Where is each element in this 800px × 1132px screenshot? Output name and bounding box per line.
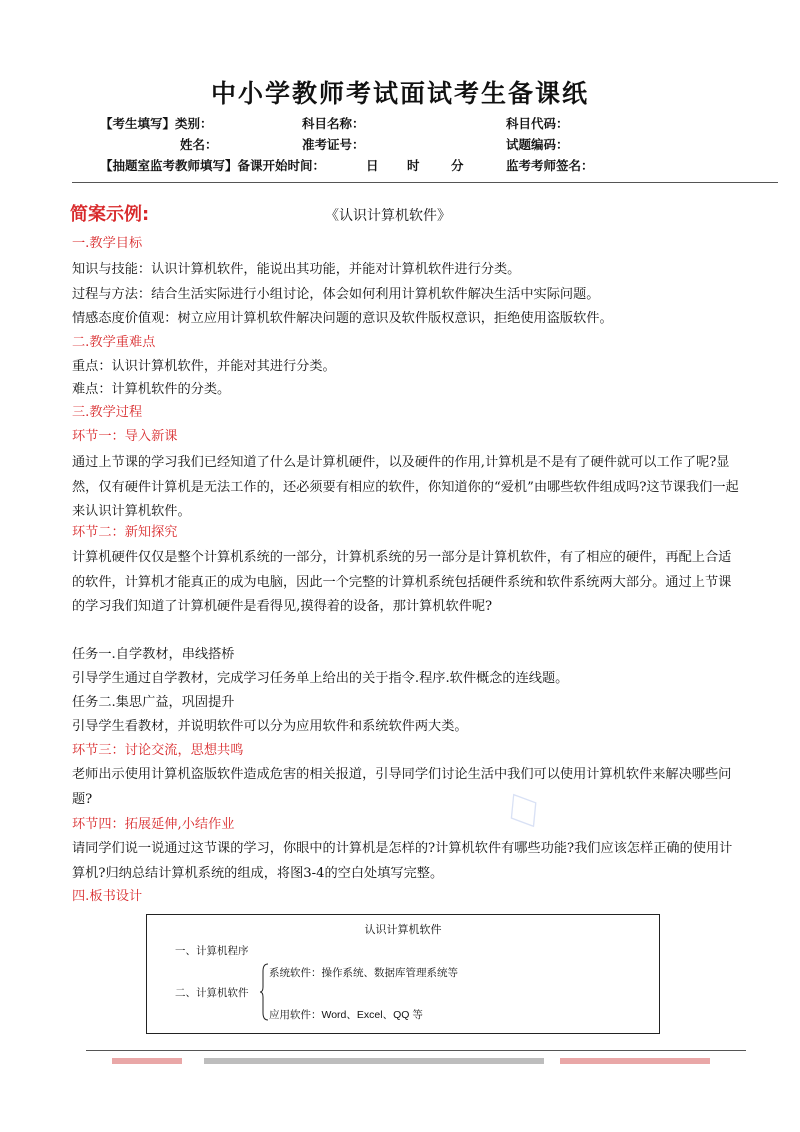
case-example-label: 简案示例: [70,204,150,225]
minute-label: 分 [451,158,464,173]
objective-process: 过程与方法：结合生活实际进行小组讨论，体会如何利用计算机软件解决生活中实际问题。 [72,287,600,302]
lesson-title: 《认识计算机软件》 [325,208,451,224]
difficult-point: 难点：计算机软件的分类。 [72,382,231,397]
key-points-heading: 二.教学重难点 [72,335,156,350]
objective-knowledge: 知识与技能：认识计算机软件，能说出其功能，并能对计算机软件进行分类。 [72,262,521,277]
invigilator-signature-label: 监考考师签名： [506,158,594,173]
invigilator-start-time-label: 【抽题室监考教师填写】备课开始时间： [100,158,326,173]
page-title: 中小学教师考试面试考生备课纸 [210,79,589,108]
brace-icon [260,963,268,1021]
objective-attitude: 情感态度价值观：树立应用计算机软件解决问题的意识及软件版权意识，拒绝使用盗版软件。 [72,311,613,326]
board-design-heading: 四.板书设计 [72,889,143,904]
step3-heading: 环节三：讨论交流，思想共鸣 [72,743,244,758]
step1-text: 通过上节课的学习我们已经知道了什么是计算机硬件，以及硬件的作用,计算机是不是有了硬件就可以工作了呢?显然，仅有硬件计算机是无法工作的，还必须要有相应的软件，你知道你的“爱机”由哪些软件组成吗?这节课我们一起来认识计算机软件。 [72,455,739,520]
watermark: ♢ [486,771,562,852]
name-label: 姓名： [180,137,218,152]
board-design-diagram [146,914,660,1034]
question-code-label: 试题编码： [506,137,569,152]
board-system-software: 系统软件：操作系统、数据库管理系统等 [269,967,458,979]
subject-code-label: 科目代码： [506,116,569,131]
task2-heading: 任务二.集思广益，巩固提升 [72,695,235,710]
header-divider [72,182,778,183]
key-point: 重点：认识计算机软件，并能对其进行分类。 [72,359,336,374]
step1-heading: 环节一：导入新课 [72,429,178,444]
step2-text: 计算机硬件仅仅是整个计算机系统的一部分，计算机系统的另一部分是计算机软件，有了相应的硬件，再配上合适的软件，计算机才能真正的成为电脑，因此一个完整的计算机系统包括硬件系统和软件系统两大部分。通过上节课的学习我们知道了计算机硬件是看得见,摸得着的设备，那计算机软件呢? [72,550,732,615]
board-item-program: 一、计算机程序 [175,945,249,957]
step3-text: 老师出示使用计算机盗版软件造成危害的相关报道，引导同学们讨论生活中我们可以使用计算机软件来解决哪些问题? [72,767,732,807]
day-label: 日 [366,158,379,173]
footer-divider [86,1050,746,1051]
task2-text: 引导学生看教材，并说明软件可以分为应用软件和系统软件两大类。 [72,719,468,734]
board-title: 认识计算机软件 [364,924,442,936]
admission-number-label: 准考证号： [302,137,365,152]
footer-strip [112,1058,712,1066]
hour-label: 时 [407,158,420,173]
step2-heading: 环节二：新知探究 [72,525,178,540]
task1-text: 引导学生通过自学教材，完成学习任务单上给出的关于指令.程序.软件概念的连线题。 [72,671,569,686]
candidate-category-label: 【考生填写】类别： [100,116,213,131]
step4-text: 请同学们说一说通过这节课的学习，你眼中的计算机是怎样的?计算机软件有哪些功能?我们应该怎样正确的使用计算机?归纳总结计算机系统的组成，将图3-4的空白处填写完整。 [72,841,733,881]
process-heading: 三.教学过程 [72,405,143,420]
subject-name-label: 科目名称： [302,116,365,131]
step4-heading: 环节四：拓展延伸,小结作业 [72,817,235,832]
board-item-software: 二、计算机软件 [175,987,249,999]
objectives-heading: 一.教学目标 [72,236,143,251]
board-application-software: 应用软件：Word、Excel、QQ 等 [269,1009,423,1021]
task1-heading: 任务一.自学教材，串线搭桥 [72,647,235,662]
